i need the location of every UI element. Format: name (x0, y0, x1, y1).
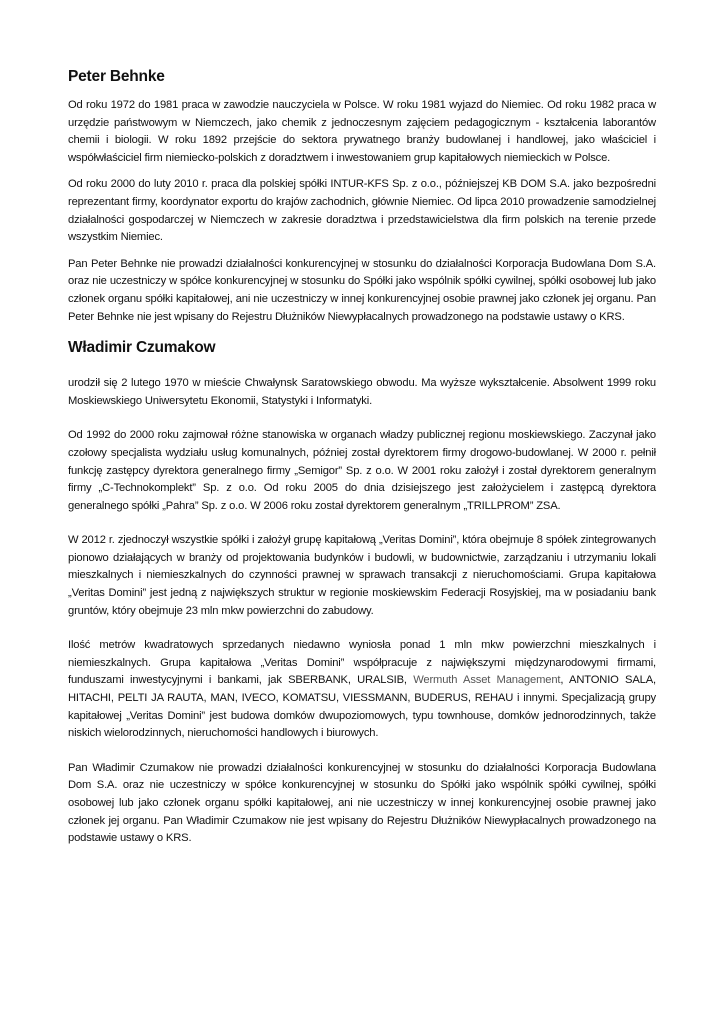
paragraph-czumakow-birth: urodził się 2 lutego 1970 w mieście Chwałynsk Saratowskiego obwodu. Ma wyższe wykształcenie. Absolwent 1999 roku Moskiewskiego Uniwersytetu Ekonomii, Statystyki i Informatyki. (68, 377, 656, 407)
paragraph-behnke-career-2: Od roku 2000 do luty 2010 r. praca dla polskiej spółki INTUR-KFS Sp. z o.o., późniejszej KB DOM S.A. jako bezpośredni reprezentant firmy, koordynator exportu do krajów zachodnich, głównie Niemiec. Od lipca 2010 prowadzenie samodzielnej działalności gospodarczej w Niemczech w zakresie doradztwa i przedstawicielstwa dla firm polskich na terenie przede wszystkim Niemiec. (68, 178, 656, 244)
heading-peter-behnke: Peter Behnke (68, 68, 165, 85)
partners-text-after: , ANTONIO SALA, HITACHI, PELTI JA RAUTA, MAN, IVECO, KOMATSU, VIESSMANN, BUDERUS, REHAU i innymi. Specjalizacją grupy kapitałowej „Veritas Domini” jest budowa domków dwupoziomowych, typu townhouse, domków jednorodzinnych, także niskich wielorodzinnych, nieruchomości handlowych i biurowych. (68, 674, 656, 740)
paragraph-czumakow-career: Od 1992 do 2000 roku zajmował różne stanowiska w organach władzy publicznej regionu moskiewskiego. Zaczynał jako czołowy specjalista wydziału usług komunalnych, później został dyrektorem firmy drogowo-budowlanej. W 2000 r. pełnił funkcję zastępcy dyrektora generalnego firmy „Semigor” Sp. z o.o. W 2001 roku założył i został dyrektorem generalnym firmy „C-Technokomplekt” Sp. z o.o. Od roku 2005 do dnia dzisiejszego jest założycielem i zastępcą dyrektora generalnego spółki „Pahra” Sp. z o.o. W 2006 roku został dyrektorem generalnym „TRILLPROM” ZSA. (68, 429, 656, 512)
paragraph-czumakow-partners (68, 637, 656, 743)
document-page (68, 66, 656, 848)
partners-highlight: Wermuth Asset Management (413, 674, 561, 687)
heading-wladimir-czumakow: Władimir Czumakow (68, 339, 216, 357)
paragraph-behnke-career-1: Od roku 1972 do 1981 praca w zawodzie nauczyciela w Polsce. W roku 1981 wyjazd do Niemiec. Od roku 1982 praca w urzędzie państwowym w Niemczech, jako chemik z jednoczesnym zajęciem pedagogicznym - kształcenia laborantów chemii i biologii. W roku 1892 przejście do sektora prywatnego branży budowlanej i handlowej, jako właściciel i współwłaściciel firm niemiecko-polskich z doradztwem i inwestowaniem grup kapitałowych niemieckich w Polsce. (68, 99, 656, 164)
paragraph-czumakow-declaration: Pan Władimir Czumakow nie prowadzi działalności konkurencyjnej w stosunku do działalności Korporacja Budowlana Dom S.A. oraz nie uczestniczy w spółce konkurencyjnej w stosunku do Spółki jako wspólnik spółki cywilnej, spółki osobowej lub jako członek organu spółki kapitałowej, ani nie uczestniczy w innej konkurencyjnej osobie prawnej jako członek jej organu. Pan Władimir Czumakow nie jest wpisany do Rejestru Dłużników Niewypłacalnych prowadzonego na podstawie ustawy o KRS. (68, 761, 656, 845)
paragraph-behnke-declaration: Pan Peter Behnke nie prowadzi działalności konkurencyjnej w stosunku do działalności Korporacja Budowlana Dom S.A. oraz nie uczestniczy w spółce konkurencyjnej w stosunku do Spółki jako wspólnik spółki cywilnej, spółki osobowej lub jako członek organu spółki kapitałowej, ani nie uczestniczy w innej konkurencyjnej osobie prawnej jako członek jej organu. Pan Peter Behnke nie jest wpisany do Rejestru Dłużników Niewypłacalnych prowadzonego na podstawie ustawy o KRS. (68, 257, 656, 323)
partners-text-before: Ilość metrów kwadratowych sprzedanych niedawno wyniosła ponad 1 mln mkw powierzchni mieszkalnych i niemieszkalnych. Grupa kapitałowa „Veritas Domini” współpracuje z największymi międzynarodowymi firmami, funduszami inwestycyjnymi i bankami, jak SBERBANK, URALSIB, (68, 639, 656, 687)
paragraph-czumakow-veritas: W 2012 r. zjednoczył wszystkie spółki i założył grupę kapitałową „Veritas Domini”, która obejmuje 8 spółek zintegrowanych pionowo działających w branży od projektowania budynków i budowli, w budownictwie, zarządzaniu i utrzymaniu lokali mieszkalnych i niemieszkalnych do czynności prawnej w sprawach transakcji z nieruchomościami. Grupa kapitałowa „Veritas Domini” jest jedną z największych struktur w regionie moskiewskim Federacji Rosyjskiej, ma w posiadaniu bank gruntów, który obejmuje 23 mln mkw powierzchni do zabudowy. (68, 534, 656, 617)
